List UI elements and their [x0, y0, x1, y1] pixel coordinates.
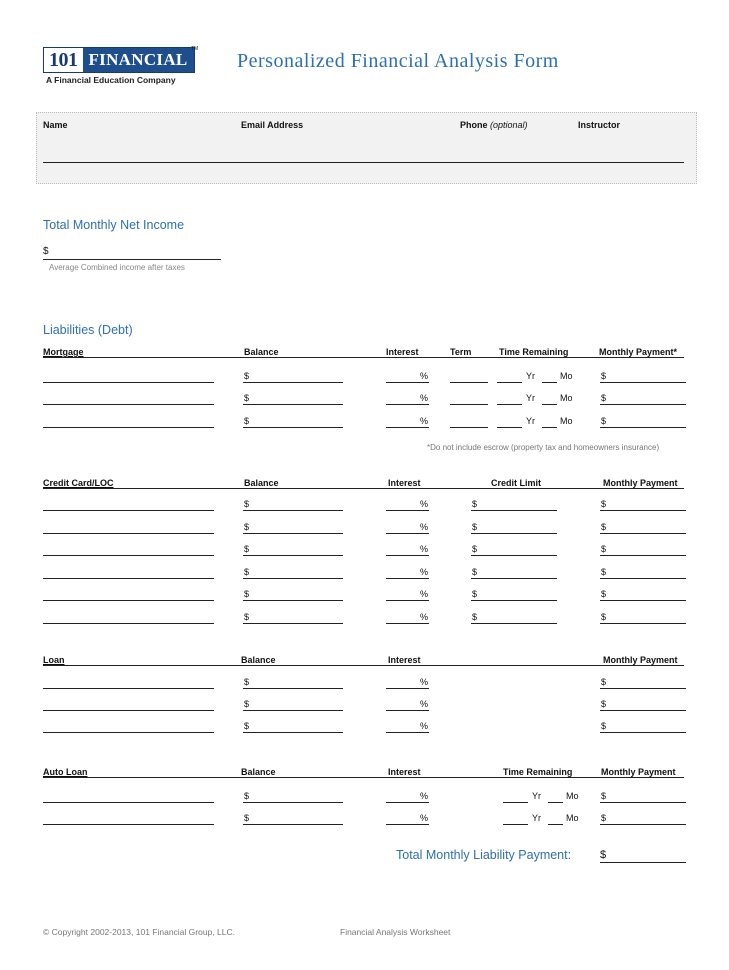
credit-card-limit-field-currency: $ — [472, 499, 478, 509]
credit-card-interest-field-percent: % — [420, 566, 429, 577]
credit-card-balance-field[interactable] — [243, 578, 343, 579]
logo-number: 101 — [44, 48, 83, 72]
mortgage-interest-field-percent: % — [420, 416, 429, 426]
auto-loan-payment-field[interactable] — [600, 824, 686, 825]
auto-loan-interest-field[interactable] — [386, 802, 429, 803]
credit-card-limit-header: Credit Limit — [491, 478, 542, 488]
mortgage-time-remaining-mo-label: Mo — [560, 416, 573, 426]
mortgage-balance-field[interactable] — [243, 427, 343, 428]
loan-balance-header: Balance — [241, 655, 276, 665]
total-liability-field[interactable] — [600, 862, 686, 863]
auto-loan-balance-field-currency: $ — [244, 791, 250, 801]
credit-card-balance-field-currency: $ — [244, 544, 250, 554]
mortgage-time-remaining-mo-label: Mo — [560, 371, 573, 381]
logo-tagline: A Financial Education Company — [46, 75, 176, 85]
credit-card-balance-field[interactable] — [243, 510, 343, 511]
loan-name-field[interactable] — [43, 710, 214, 711]
mortgage-time-remaining-yr-label: Yr — [526, 371, 535, 381]
credit-card-balance-field[interactable] — [243, 600, 343, 601]
credit-card-interest-field[interactable] — [386, 510, 429, 511]
mortgage-balance-field-currency: $ — [244, 371, 250, 381]
auto-loan-payment-field-currency: $ — [601, 813, 607, 823]
credit-card-limit-field[interactable] — [471, 510, 557, 511]
footer-copyright: © Copyright 2002-2013, 101 Financial Group, LLC. — [43, 927, 235, 937]
auto-loan-time-remaining-yr-label: Yr — [532, 813, 541, 823]
credit-card-balance-field-currency: $ — [244, 521, 250, 532]
credit-card-payment-field-currency: $ — [601, 544, 607, 554]
credit-card-payment-field[interactable] — [600, 623, 686, 624]
credit-card-interest-field-percent: % — [420, 521, 429, 532]
credit-card-payment-field[interactable] — [600, 600, 686, 601]
mortgage-name-field[interactable] — [43, 404, 214, 405]
loan-name-field[interactable] — [43, 732, 214, 733]
contact-info-field[interactable] — [43, 162, 684, 163]
credit-card-balance-field[interactable] — [243, 533, 343, 534]
credit-card-limit-field[interactable] — [471, 600, 557, 601]
liabilities-title: Liabilities (Debt) — [43, 323, 133, 337]
footer-document-name: Financial Analysis Worksheet — [340, 927, 451, 937]
mortgage-header: Mortgage — [43, 347, 84, 357]
credit-card-limit-field-currency: $ — [472, 521, 478, 532]
credit-card-payment-field-currency: $ — [601, 566, 607, 577]
credit-card-name-field[interactable] — [43, 533, 214, 534]
auto-loan-interest-field-percent: % — [420, 813, 429, 823]
credit-card-balance-field-currency: $ — [244, 611, 250, 622]
mortgage-interest-header: Interest — [386, 347, 419, 357]
company-logo — [43, 47, 195, 73]
credit-card-limit-field[interactable] — [471, 623, 557, 624]
mortgage-time-remaining-yr-label: Yr — [526, 416, 535, 426]
mortgage-term-field[interactable] — [450, 404, 488, 405]
income-caption: Average Combined income after taxes — [49, 263, 185, 272]
mortgage-time-remaining-mo-label: Mo — [560, 393, 573, 403]
loan-balance-field[interactable] — [243, 710, 343, 711]
total-liability-label: Total Monthly Liability Payment: — [396, 848, 572, 862]
mortgage-payment-field-currency: $ — [601, 371, 607, 381]
credit-card-interest-field[interactable] — [386, 623, 429, 624]
mortgage-payment-field[interactable] — [600, 404, 686, 405]
loan-balance-field-currency: $ — [244, 699, 250, 709]
loan-payment-field-currency: $ — [601, 699, 607, 709]
form-title: Personalized Financial Analysis Form — [237, 50, 559, 72]
credit-card-limit-field-currency: $ — [472, 566, 478, 577]
instructor-label: Instructor — [578, 120, 621, 130]
loan-interest-field[interactable] — [386, 732, 429, 733]
mortgage-balance-header: Balance — [244, 347, 279, 357]
mortgage-payment-header: Monthly Payment* — [599, 347, 678, 357]
credit-card-payment-field[interactable] — [600, 510, 686, 511]
mortgage-payment-field[interactable] — [600, 427, 686, 428]
phone-label — [460, 120, 528, 130]
mortgage-header-rule — [43, 357, 684, 358]
auto-loan-name-field[interactable] — [43, 802, 214, 803]
loan-balance-field-currency: $ — [244, 721, 250, 731]
mortgage-interest-field[interactable] — [386, 427, 429, 428]
loan-balance-field-currency: $ — [244, 677, 250, 687]
auto-loan-header-rule — [43, 777, 684, 778]
credit-card-limit-field-currency: $ — [472, 589, 478, 599]
auto-loan-time-remaining-months[interactable] — [548, 802, 563, 803]
mortgage-time-remaining-yr-label: Yr — [526, 393, 535, 403]
credit-card-payment-field-currency: $ — [601, 499, 607, 509]
phone-label-text: Phone — [460, 120, 488, 130]
credit-card-payment-field[interactable] — [600, 555, 686, 556]
mortgage-term-header: Term — [450, 347, 472, 357]
loan-interest-field[interactable] — [386, 688, 429, 689]
loan-name-field[interactable] — [43, 688, 214, 689]
mortgage-interest-field-percent: % — [420, 393, 429, 403]
loan-interest-field-percent: % — [420, 699, 429, 709]
credit-card-name-field[interactable] — [43, 578, 214, 579]
auto-loan-balance-header: Balance — [241, 767, 276, 777]
auto-loan-time-remaining-months[interactable] — [548, 824, 563, 825]
auto-loan-payment-header: Monthly Payment — [601, 767, 676, 777]
credit-card-name-field[interactable] — [43, 623, 214, 624]
auto-loan-time-remaining-years[interactable] — [503, 802, 528, 803]
credit-card-balance-field-currency: $ — [244, 499, 250, 509]
mortgage-payment-field[interactable] — [600, 382, 686, 383]
credit-card-payment-field[interactable] — [600, 533, 686, 534]
mortgage-term-field[interactable] — [450, 382, 488, 383]
credit-card-name-field[interactable] — [43, 555, 214, 556]
credit-card-balance-header: Balance — [244, 478, 279, 488]
loan-header-rule — [43, 665, 684, 666]
credit-card-balance-field-currency: $ — [244, 566, 250, 577]
mortgage-time-remaining-years[interactable] — [497, 404, 522, 405]
credit-card-payment-field-currency: $ — [601, 589, 607, 599]
loan-payment-field[interactable] — [600, 732, 686, 733]
credit-card-balance-field[interactable] — [243, 623, 343, 624]
credit-card-payment-field-currency: $ — [601, 611, 607, 622]
income-field[interactable] — [43, 259, 221, 260]
auto-loan-interest-header: Interest — [388, 767, 421, 777]
mortgage-interest-field-percent: % — [420, 371, 429, 381]
credit-card-name-field[interactable] — [43, 600, 214, 601]
income-title: Total Monthly Net Income — [43, 218, 185, 232]
mortgage-time-remaining-months[interactable] — [542, 404, 557, 405]
credit-card-interest-field[interactable] — [386, 533, 429, 534]
auto-loan-name-field[interactable] — [43, 824, 214, 825]
mortgage-term-field[interactable] — [450, 427, 488, 428]
loan-interest-header: Interest — [388, 655, 421, 665]
credit-card-name-field[interactable] — [43, 510, 214, 511]
loan-balance-field[interactable] — [243, 732, 343, 733]
auto-loan-interest-field-percent: % — [420, 791, 429, 801]
mortgage-balance-field-currency: $ — [244, 393, 250, 403]
income-currency: $ — [43, 246, 49, 257]
mortgage-time-remaining-years[interactable] — [497, 427, 522, 428]
auto-loan-time-remaining-yr-label: Yr — [532, 791, 541, 801]
auto-loan-interest-field[interactable] — [386, 824, 429, 825]
loan-balance-field[interactable] — [243, 688, 343, 689]
credit-card-limit-field-currency: $ — [472, 611, 478, 622]
mortgage-payment-field-currency: $ — [601, 393, 607, 403]
loan-payment-header: Monthly Payment — [603, 655, 678, 665]
mortgage-time-remaining-header: Time Remaining — [499, 347, 569, 357]
mortgage-payment-field-currency: $ — [601, 416, 607, 426]
auto-loan-time-remaining-mo-label: Mo — [566, 791, 579, 801]
credit-card-payment-header: Monthly Payment — [603, 478, 678, 488]
credit-card-limit-field[interactable] — [471, 578, 557, 579]
mortgage-balance-field-currency: $ — [244, 416, 250, 426]
credit-card-interest-field-percent: % — [420, 589, 429, 599]
credit-card-limit-field-currency: $ — [472, 544, 478, 554]
credit-card-payment-field-currency: $ — [601, 521, 607, 532]
auto-loan-balance-field[interactable] — [243, 824, 343, 825]
credit-card-interest-field-percent: % — [420, 544, 429, 554]
credit-card-header-rule — [43, 488, 684, 489]
credit-card-limit-field[interactable] — [471, 533, 557, 534]
credit-card-interest-field-percent: % — [420, 499, 429, 509]
credit-card-header: Credit Card/LOC — [43, 478, 114, 488]
loan-payment-field-currency: $ — [601, 721, 607, 731]
logo-trademark: TM — [191, 46, 199, 52]
credit-card-limit-field[interactable] — [471, 555, 557, 556]
credit-card-balance-field[interactable] — [243, 555, 343, 556]
loan-interest-field-percent: % — [420, 677, 429, 687]
name-label: Name — [43, 120, 68, 130]
mortgage-interest-field[interactable] — [386, 382, 429, 383]
mortgage-time-remaining-years[interactable] — [497, 382, 522, 383]
credit-card-interest-header: Interest — [388, 478, 421, 488]
credit-card-interest-field[interactable] — [386, 578, 429, 579]
credit-card-interest-field[interactable] — [386, 600, 429, 601]
mortgage-interest-field[interactable] — [386, 404, 429, 405]
credit-card-interest-field[interactable] — [386, 555, 429, 556]
loan-payment-field-currency: $ — [601, 677, 607, 687]
total-liability-currency: $ — [600, 849, 607, 861]
mortgage-time-remaining-months[interactable] — [542, 427, 557, 428]
email-label: Email Address — [241, 120, 304, 130]
mortgage-note: *Do not include escrow (property tax and homeowners insurance) — [427, 443, 660, 452]
auto-loan-header: Auto Loan — [43, 767, 88, 777]
mortgage-balance-field[interactable] — [243, 404, 343, 405]
loan-header: Loan — [43, 655, 65, 665]
auto-loan-payment-field-currency: $ — [601, 791, 607, 801]
loan-interest-field[interactable] — [386, 710, 429, 711]
mortgage-balance-field[interactable] — [243, 382, 343, 383]
auto-loan-time-remaining-header: Time Remaining — [503, 767, 573, 777]
credit-card-balance-field-currency: $ — [244, 589, 250, 599]
credit-card-payment-field[interactable] — [600, 578, 686, 579]
logo-word: FINANCIAL — [83, 48, 194, 72]
loan-payment-field[interactable] — [600, 710, 686, 711]
mortgage-name-field[interactable] — [43, 382, 214, 383]
mortgage-name-field[interactable] — [43, 427, 214, 428]
auto-loan-balance-field[interactable] — [243, 802, 343, 803]
loan-payment-field[interactable] — [600, 688, 686, 689]
credit-card-interest-field-percent: % — [420, 611, 429, 622]
auto-loan-payment-field[interactable] — [600, 802, 686, 803]
auto-loan-time-remaining-mo-label: Mo — [566, 813, 579, 823]
loan-interest-field-percent: % — [420, 721, 429, 731]
mortgage-time-remaining-months[interactable] — [542, 382, 557, 383]
auto-loan-balance-field-currency: $ — [244, 813, 250, 823]
auto-loan-time-remaining-years[interactable] — [503, 824, 528, 825]
phone-optional-note: (optional) — [490, 120, 528, 130]
